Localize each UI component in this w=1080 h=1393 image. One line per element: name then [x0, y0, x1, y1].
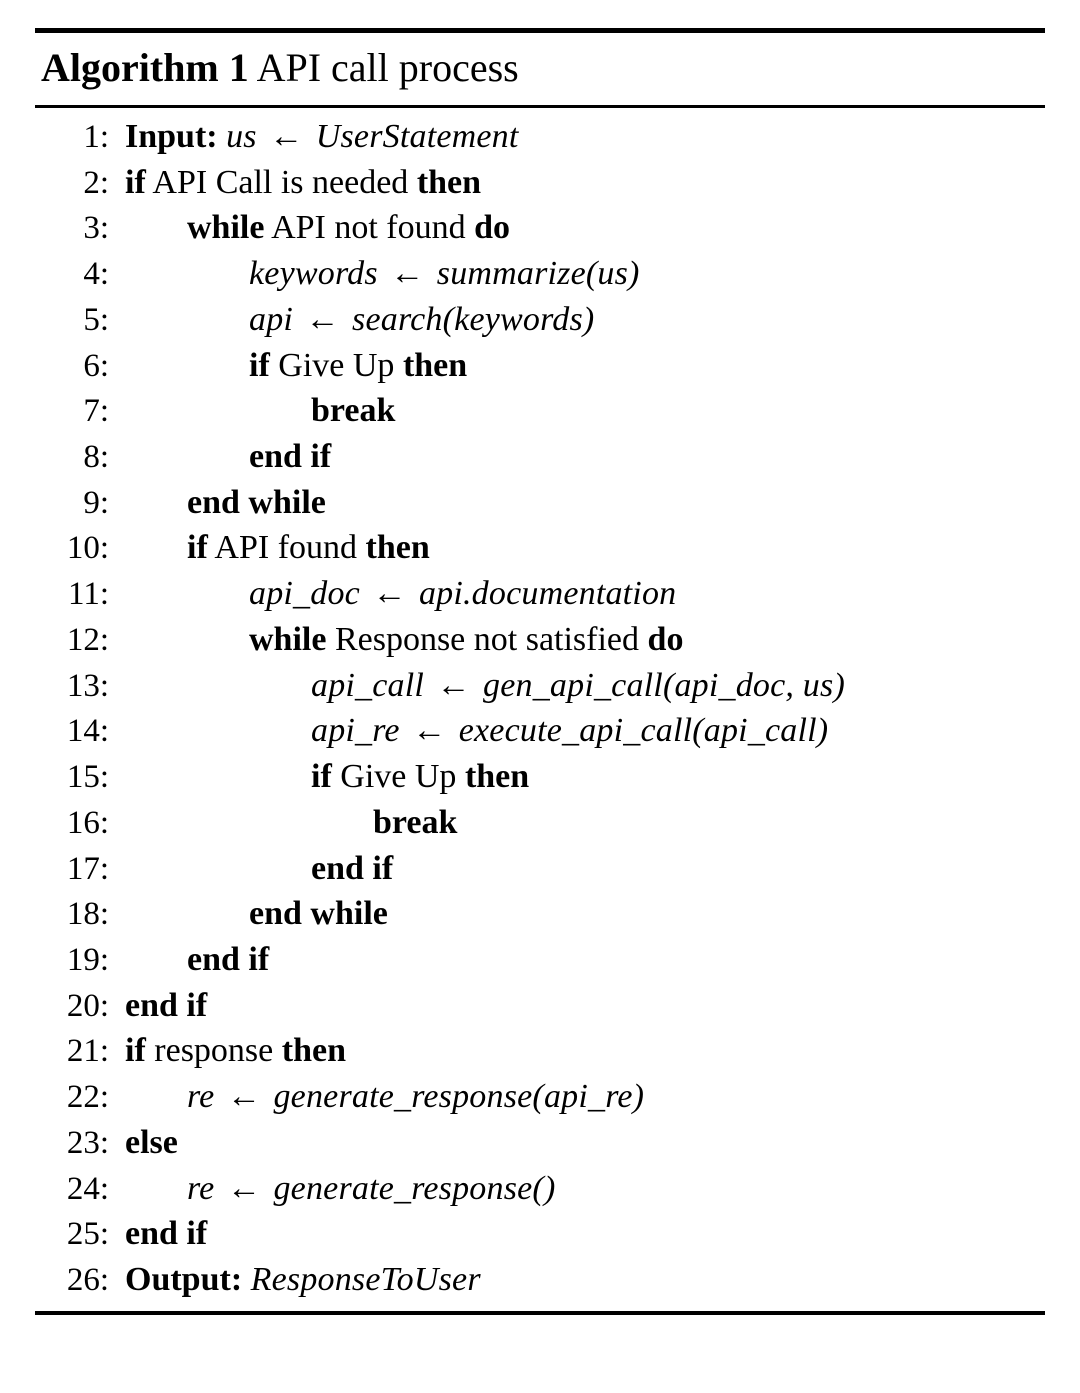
- line-token: else: [125, 1123, 178, 1161]
- rule-bottom: [35, 1311, 1045, 1315]
- line-content: [109, 160, 481, 206]
- line-token: UserStatement: [315, 118, 519, 155]
- line-content: [109, 525, 430, 571]
- algorithm-block: [35, 28, 1045, 1315]
- algorithm-line: [35, 1166, 1045, 1212]
- line-content: [109, 708, 828, 754]
- line-number: 7:: [83, 393, 109, 430]
- line-token: break: [373, 803, 458, 841]
- line-token: api_call: [311, 666, 425, 704]
- line-content: [109, 480, 326, 526]
- algorithm-line: [35, 937, 1045, 983]
- algorithm-lines: [35, 108, 1045, 1311]
- line-content: [109, 1211, 207, 1257]
- line-content: [109, 114, 519, 160]
- line-token: Input:: [125, 118, 218, 155]
- line-number: 11:: [68, 576, 109, 613]
- line-number: 23:: [66, 1124, 109, 1161]
- line-content: [109, 983, 207, 1029]
- line-token: API found: [207, 529, 366, 567]
- line-number: 3:: [83, 210, 109, 247]
- line-content: [109, 1028, 346, 1074]
- line-content: [109, 754, 529, 800]
- line-number: 5:: [83, 301, 109, 338]
- line-token: while: [187, 209, 265, 247]
- algorithm-line: [35, 480, 1045, 526]
- line-number: 6:: [83, 347, 109, 384]
- algorithm-line: [35, 800, 1045, 846]
- line-number: 18:: [66, 896, 109, 933]
- line-number: 13:: [66, 667, 109, 704]
- line-token: do: [474, 209, 511, 247]
- line-content: [109, 205, 510, 251]
- algorithm-line: [35, 1028, 1045, 1074]
- line-token: search(keywords): [352, 300, 595, 338]
- line-token: ResponseToUser: [250, 1260, 481, 1298]
- line-token: then: [416, 163, 482, 201]
- algorithm-line: [35, 754, 1045, 800]
- line-token: ←: [218, 1169, 270, 1207]
- line-token: end if: [125, 1215, 208, 1253]
- line-token: end if: [311, 849, 394, 887]
- line-token: if: [125, 1032, 146, 1070]
- line-token: then: [464, 758, 530, 796]
- line-token: Give Up: [269, 346, 403, 384]
- line-number: 17:: [66, 850, 109, 887]
- line-token: if: [125, 163, 146, 201]
- line-number: 16:: [66, 804, 109, 841]
- line-number: 21:: [66, 1033, 109, 1070]
- line-token: [218, 118, 227, 155]
- line-number: 26:: [66, 1261, 109, 1298]
- algorithm-line: [35, 251, 1045, 297]
- algorithm-line: [35, 571, 1045, 617]
- line-token: ←: [403, 712, 455, 750]
- line-number: 20:: [66, 987, 109, 1024]
- line-content: [109, 1257, 481, 1303]
- algorithm-line: [35, 708, 1045, 754]
- algorithm-caption-keyword: Algorithm 1: [41, 45, 249, 90]
- line-content: [109, 434, 331, 480]
- algorithm-line: [35, 617, 1045, 663]
- algorithm-line: [35, 160, 1045, 206]
- line-token: end while: [187, 483, 326, 521]
- algorithm-line: [35, 388, 1045, 434]
- line-content: [109, 937, 269, 983]
- line-number: 1:: [83, 119, 109, 155]
- algorithm-line: [35, 205, 1045, 251]
- line-token: us: [226, 118, 257, 155]
- line-token: gen_api_call(api_doc, us): [483, 666, 845, 704]
- line-number: 12:: [66, 621, 109, 658]
- line-token: ←: [297, 300, 349, 338]
- line-content: [109, 1166, 555, 1212]
- algorithm-line: [35, 1074, 1045, 1120]
- line-token: Give Up: [331, 758, 465, 796]
- line-number: 14:: [66, 713, 109, 750]
- line-token: Output:: [125, 1260, 243, 1298]
- line-token: re: [187, 1078, 215, 1116]
- algorithm-line: [35, 1257, 1045, 1303]
- line-token: then: [365, 529, 430, 567]
- line-token: while: [249, 620, 327, 658]
- line-token: generate_response(api_re): [273, 1078, 645, 1116]
- line-token: API Call is needed: [145, 163, 417, 201]
- line-token: execute_api_call(api_call): [458, 712, 829, 750]
- line-token: end if: [125, 986, 208, 1024]
- line-content: [109, 343, 467, 389]
- line-content: [109, 1074, 644, 1120]
- line-number: 15:: [66, 759, 109, 796]
- algorithm-line: [35, 983, 1045, 1029]
- line-content: [109, 297, 594, 343]
- line-token: Response not satisfied: [326, 620, 648, 658]
- line-content: [109, 388, 395, 434]
- line-token: api: [249, 300, 294, 338]
- line-number: 19:: [66, 941, 109, 978]
- line-token: API not found: [264, 209, 475, 247]
- line-token: ←: [428, 666, 480, 704]
- line-token: end if: [249, 438, 332, 476]
- line-token: end while: [249, 895, 388, 933]
- algorithm-line: [35, 297, 1045, 343]
- algorithm-line: [35, 343, 1045, 389]
- line-number: 2:: [83, 164, 109, 201]
- line-token: api_re: [311, 712, 400, 750]
- algorithm-line: [35, 434, 1045, 480]
- line-token: then: [281, 1032, 346, 1070]
- line-token: api_doc: [249, 575, 360, 613]
- line-number: 10:: [66, 530, 109, 567]
- line-content: [109, 251, 640, 297]
- line-number: 8:: [83, 439, 109, 476]
- line-token: ←: [363, 575, 415, 613]
- line-token: summarize(us): [436, 255, 640, 293]
- line-token: break: [311, 392, 396, 430]
- line-token: response: [145, 1032, 282, 1070]
- line-number: 24:: [66, 1170, 109, 1207]
- line-token: end if: [187, 940, 270, 978]
- line-token: [242, 1261, 251, 1298]
- line-content: [109, 800, 457, 846]
- line-content: [109, 617, 683, 663]
- line-token: then: [402, 346, 468, 384]
- line-number: 25:: [66, 1216, 109, 1253]
- line-token: ←: [218, 1078, 270, 1116]
- line-content: [109, 846, 393, 892]
- line-token: if: [187, 529, 208, 567]
- line-token: re: [187, 1169, 215, 1207]
- algorithm-caption: [35, 33, 1045, 105]
- line-token: if: [311, 758, 332, 796]
- line-token: keywords: [249, 255, 378, 293]
- line-content: [109, 891, 388, 937]
- line-number: 4:: [83, 256, 109, 293]
- algorithm-line: [35, 891, 1045, 937]
- algorithm-line: [35, 525, 1045, 571]
- line-token: do: [647, 620, 684, 658]
- line-content: [109, 663, 845, 709]
- line-content: [109, 1120, 178, 1166]
- algorithm-line: [35, 663, 1045, 709]
- algorithm-line: [35, 114, 1045, 160]
- line-token: ←: [381, 255, 433, 293]
- line-token: generate_response(): [273, 1169, 556, 1207]
- algorithm-caption-title: API call process: [256, 45, 519, 90]
- line-number: 22:: [66, 1079, 109, 1116]
- line-token: ←: [260, 118, 312, 155]
- algorithm-line: [35, 846, 1045, 892]
- line-token: if: [249, 346, 270, 384]
- algorithm-line: [35, 1120, 1045, 1166]
- line-token: api.documentation: [418, 575, 677, 613]
- line-content: [109, 571, 676, 617]
- line-number: 9:: [83, 484, 109, 521]
- algorithm-line: [35, 1211, 1045, 1257]
